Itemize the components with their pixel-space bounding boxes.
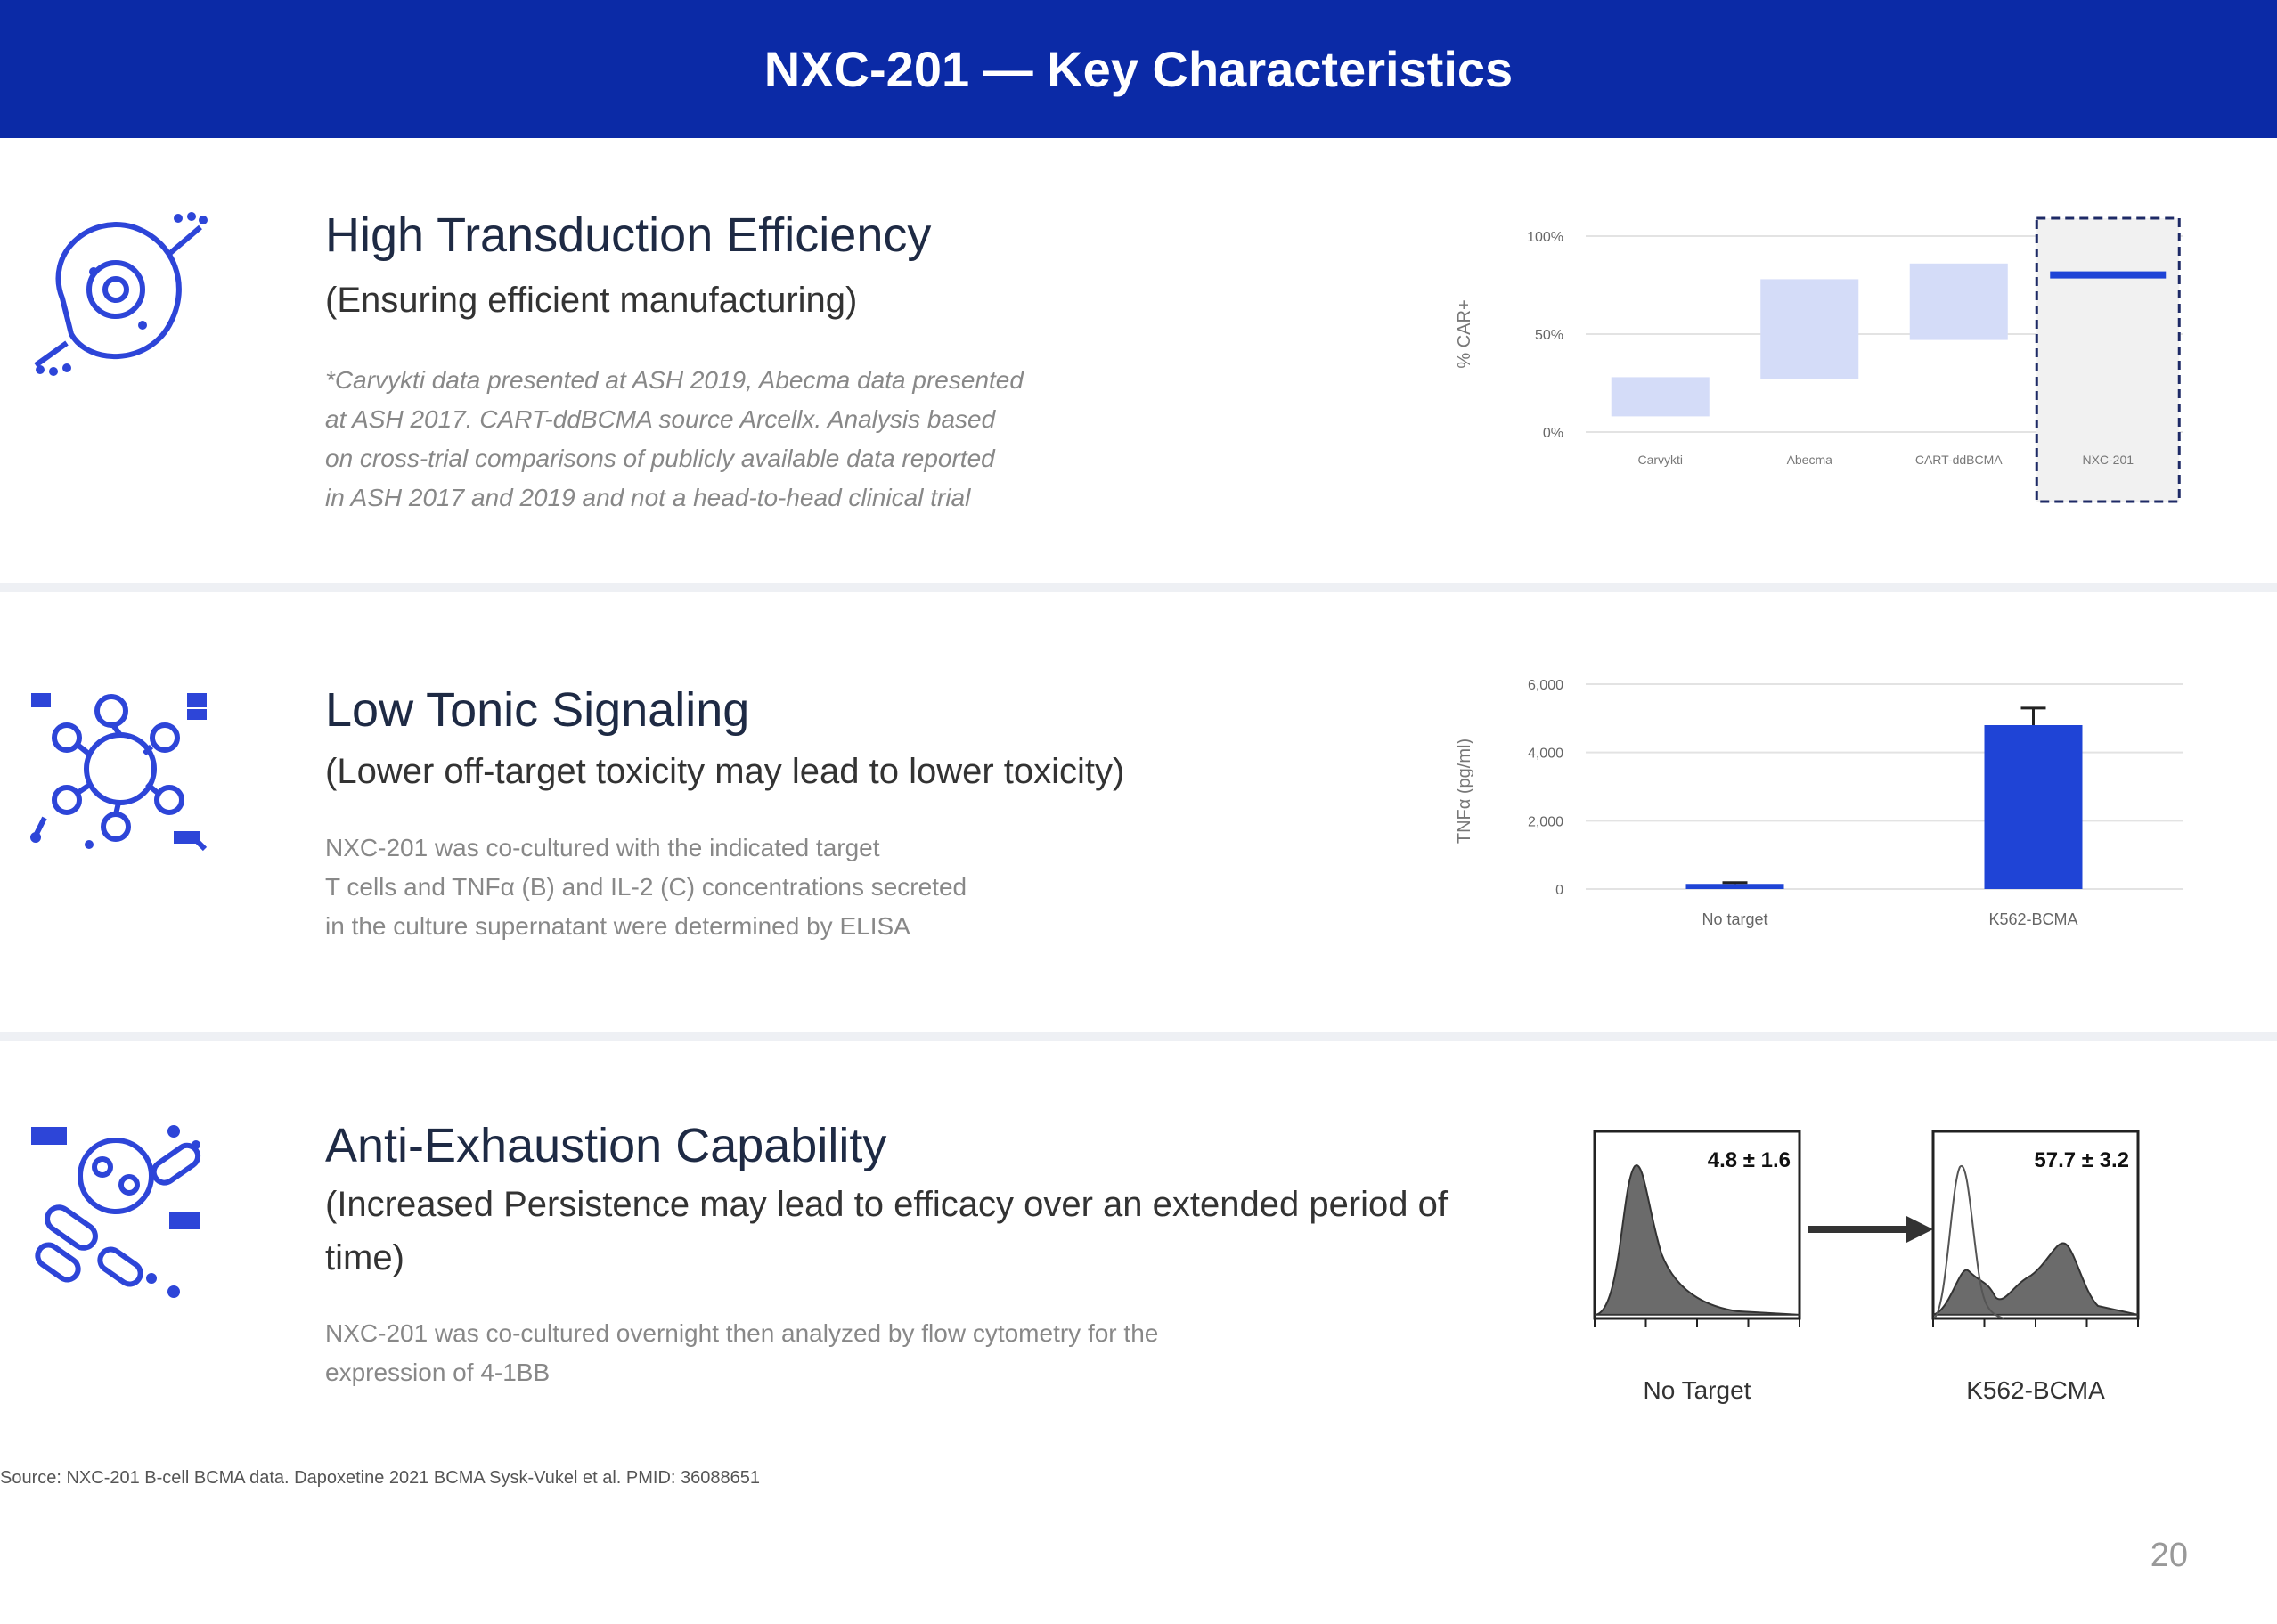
note-line: T cells and TNFα (B) and IL-2 (C) concentrations secreted <box>325 873 967 901</box>
footnote: Source: NXC-201 B-cell BCMA data. Dapoxetine 2021 BCMA Sysk-Vukel et al. PMID: 36088651 <box>0 1468 761 1488</box>
section-anti-exhaustion <box>0 1042 2277 1470</box>
note-line: in ASH 2017 and 2019 and not a head-to-head clinical trial <box>325 484 971 511</box>
bar <box>1985 725 2083 889</box>
section-title: High Transduction Efficiency <box>325 208 932 262</box>
tonic-signaling-chart <box>1434 666 2191 951</box>
section-note <box>325 361 1216 518</box>
y-tick-label: 50% <box>1534 328 1563 343</box>
cell-icon <box>27 200 214 388</box>
y-tick-label: 4,000 <box>1527 746 1563 762</box>
x-tick-label: NXC-201 <box>2082 453 2134 467</box>
section-note <box>325 828 1216 946</box>
page-title: NXC-201 — Key Characteristics <box>763 41 1514 97</box>
y-tick-label: 100% <box>1527 230 1563 245</box>
section-title: Low Tonic Signaling <box>325 683 750 737</box>
section-divider <box>0 583 2277 592</box>
histogram-panel <box>1595 1131 1800 1404</box>
note-line: in the culture supernatant were determined by ELISA <box>325 912 910 940</box>
panel-label: No Target <box>1643 1376 1751 1404</box>
note-line: NXC-201 was co-cultured with the indicated target <box>325 834 880 861</box>
range-bar <box>2050 272 2166 279</box>
note-line: *Carvykti data presented at ASH 2019, Abecma data presented <box>325 366 1024 394</box>
section-transduction <box>0 147 2277 583</box>
stat-label: 4.8 ± 1.6 <box>1707 1148 1791 1172</box>
note-line: NXC-201 was co-cultured overnight then analyzed by flow cytometry for the <box>325 1319 1159 1347</box>
y-tick-label: 6,000 <box>1527 678 1563 693</box>
x-tick-label: K562-BCMA <box>1988 910 2078 928</box>
note-line: on cross-trial comparisons of publicly available data reported <box>325 445 995 472</box>
range-bar <box>1760 279 1858 379</box>
stat-label: 57.7 ± 3.2 <box>2034 1148 2129 1172</box>
note-line: expression of 4-1BB <box>325 1359 551 1386</box>
bar <box>1686 884 1784 889</box>
transduction-chart <box>1434 200 2191 521</box>
cells-bacteria-icon <box>27 1118 214 1305</box>
y-tick-label: 0% <box>1542 426 1563 441</box>
y-axis-label: TNFα (pg/ml) <box>1455 738 1474 845</box>
molecule-network-icon <box>27 675 214 862</box>
y-axis-label: % CAR+ <box>1455 299 1474 369</box>
range-bar <box>1612 377 1710 416</box>
histogram-panel <box>1933 1131 2138 1404</box>
x-tick-label: CART-ddBCMA <box>1914 453 2003 467</box>
y-tick-label: 0 <box>1555 883 1563 898</box>
note-line: at ASH 2017. CART-ddBCMA source Arcellx. Analysis based <box>325 405 996 433</box>
x-tick-label: Abecma <box>1786 453 1832 467</box>
flow-cytometry-chart <box>1550 1114 2174 1416</box>
section-tonic-signaling <box>0 595 2277 1032</box>
section-divider <box>0 1032 2277 1041</box>
x-tick-label: No target <box>1702 910 1768 928</box>
range-bar <box>1910 264 2008 340</box>
page-number: 20 <box>2150 1537 2188 1574</box>
y-tick-label: 2,000 <box>1527 814 1563 830</box>
section-subtitle: (Lower off-target toxicity may lead to lower toxicity) <box>325 752 1125 791</box>
section-note <box>325 1314 1394 1392</box>
header-bar <box>0 0 2277 138</box>
panel-label: K562-BCMA <box>1966 1376 2105 1404</box>
section-title: Anti-Exhaustion Capability <box>325 1119 887 1172</box>
section-subtitle: (Ensuring efficient manufacturing) <box>325 281 858 320</box>
arrow-head <box>1906 1216 1933 1243</box>
x-tick-label: Carvykti <box>1637 453 1684 467</box>
section-subtitle: (Increased Persistence may lead to efficacy over an extended period of time) <box>325 1185 1448 1277</box>
